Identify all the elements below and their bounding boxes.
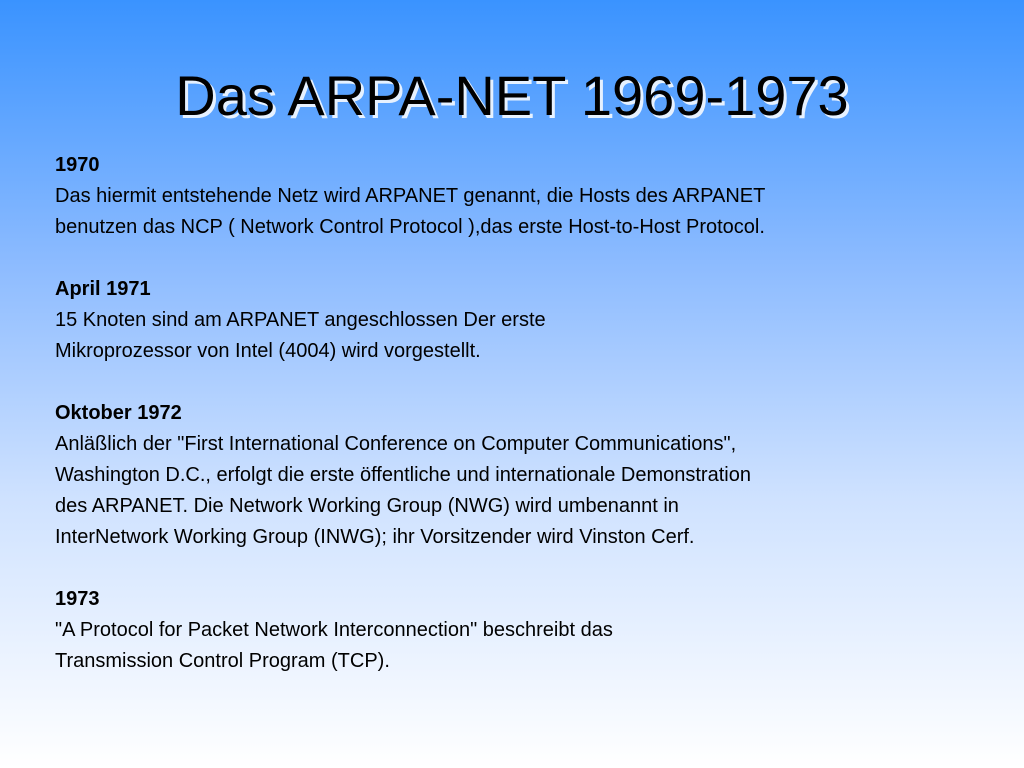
entry-text-line: 15 Knoten sind am ARPANET angeschlossen Der erste bbox=[55, 309, 546, 331]
entry-text-line: InterNetwork Working Group (INWG); ihr Vorsitzender wird Vinston Cerf. bbox=[55, 526, 695, 548]
timeline-entry-1970 bbox=[55, 150, 985, 243]
slide-title: Das ARPA-NET 1969-1973 bbox=[175, 64, 849, 127]
entry-heading: Oktober 1972 bbox=[55, 402, 182, 424]
entry-text-line: Anläßlich der "First International Conference on Computer Communications", bbox=[55, 433, 737, 455]
entry-text-line: Mikroprozessor von Intel (4004) wird vorgestellt. bbox=[55, 340, 481, 362]
entry-heading: 1973 bbox=[55, 588, 100, 610]
slide-body bbox=[55, 150, 985, 708]
entry-text-line: benutzen das NCP ( Network Control Protocol ),das erste Host-to-Host Protocol. bbox=[55, 216, 765, 238]
timeline-entry-april-1971 bbox=[55, 274, 985, 367]
entry-text-line: "A Protocol for Packet Network Interconnection" beschreibt das bbox=[55, 619, 613, 641]
entry-heading: 1970 bbox=[55, 154, 100, 176]
entry-heading: April 1971 bbox=[55, 278, 151, 300]
entry-text-line: des ARPANET. Die Network Working Group (NWG) wird umbenannt in bbox=[55, 495, 679, 517]
timeline-entry-1973 bbox=[55, 584, 985, 677]
entry-text-line: Transmission Control Program (TCP). bbox=[55, 650, 390, 672]
entry-text-line: Washington D.C., erfolgt die erste öffentliche und internationale Demonstration bbox=[55, 464, 751, 486]
timeline-entry-oktober-1972 bbox=[55, 398, 985, 553]
entry-text-line: Das hiermit entstehende Netz wird ARPANET genannt, die Hosts des ARPANET bbox=[55, 185, 766, 207]
